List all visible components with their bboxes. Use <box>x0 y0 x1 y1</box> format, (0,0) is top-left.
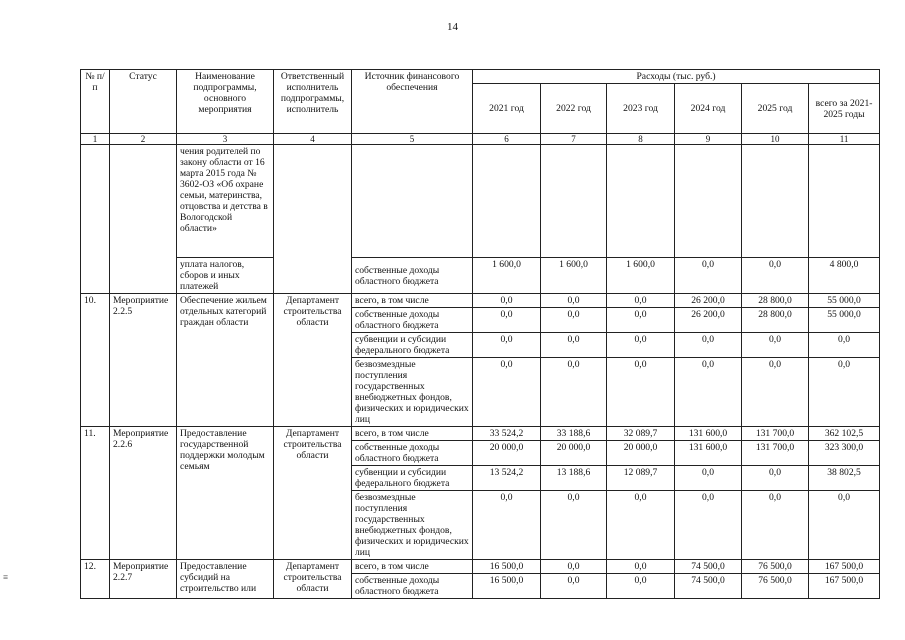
value-cell: 131 600,0 <box>675 427 742 441</box>
value-cell: 74 500,0 <box>675 560 742 574</box>
value-cell: 0,0 <box>809 358 880 427</box>
value-cell: 167 500,0 <box>809 560 880 574</box>
value-cell: 26 200,0 <box>675 308 742 333</box>
value-cell: 0,0 <box>742 491 809 560</box>
row-executor: Департамент строительства области <box>274 427 352 560</box>
table-row <box>81 427 880 441</box>
value-cell: 26 200,0 <box>675 294 742 308</box>
value-cell <box>541 145 607 258</box>
value-cell: 0,0 <box>675 358 742 427</box>
row-num: 10. <box>81 294 110 427</box>
source-label: собственные доходы областного бюджета <box>352 441 473 466</box>
value-cell: 0,0 <box>607 333 675 358</box>
col-index: 6 <box>473 134 541 145</box>
value-cell <box>809 145 880 258</box>
value-cell: 0,0 <box>675 491 742 560</box>
source-label: собственные доходы областного бюджета <box>352 574 473 599</box>
value-cell: 0,0 <box>541 491 607 560</box>
table-row <box>81 258 880 294</box>
value-cell: 0,0 <box>675 258 742 294</box>
col-index: 2 <box>110 134 177 145</box>
value-cell: 1 600,0 <box>541 258 607 294</box>
col-index: 9 <box>675 134 742 145</box>
value-cell: 20 000,0 <box>541 441 607 466</box>
value-cell: 0,0 <box>473 294 541 308</box>
value-cell: 0,0 <box>473 308 541 333</box>
value-cell: 33 188,6 <box>541 427 607 441</box>
header-total: всего за 2021-2025 годы <box>809 84 880 134</box>
value-cell: 20 000,0 <box>607 441 675 466</box>
row-status: Мероприятие 2.2.5 <box>110 294 177 427</box>
value-cell: 55 000,0 <box>809 308 880 333</box>
header-year-2021: 2021 год <box>473 84 541 134</box>
value-cell: 0,0 <box>473 358 541 427</box>
value-cell: 0,0 <box>473 491 541 560</box>
value-cell: 323 300,0 <box>809 441 880 466</box>
row-name: Предоставление государственной поддержки молодым семьям <box>177 427 274 560</box>
value-cell: 0,0 <box>742 466 809 491</box>
value-cell: 0,0 <box>541 358 607 427</box>
column-index-row <box>81 134 880 145</box>
source-label: безвозмездные поступления государственных внебюджетных фондов, физических и юридических лиц <box>352 491 473 560</box>
value-cell: 0,0 <box>809 333 880 358</box>
value-cell: 76 500,0 <box>742 574 809 599</box>
value-cell: 0,0 <box>473 333 541 358</box>
value-cell: 0,0 <box>809 491 880 560</box>
value-cell: 4 800,0 <box>809 258 880 294</box>
row-status-cell <box>110 145 177 294</box>
value-cell: 0,0 <box>541 560 607 574</box>
value-cell: 131 700,0 <box>742 441 809 466</box>
row-name: Обеспечение жильем отдельных категорий граждан области <box>177 294 274 427</box>
header-year-2022: 2022 год <box>541 84 607 134</box>
source-label: всего, в том числе <box>352 427 473 441</box>
row-name-cell: чения родителей по закону области от 16 марта 2015 года № 3602-ОЗ «Об охране семьи, материнства, отцовства и детства в Вологодской области» <box>177 145 274 258</box>
value-cell: 0,0 <box>675 466 742 491</box>
row-status: Мероприятие 2.2.6 <box>110 427 177 560</box>
header-executor: Ответственный исполнитель подпрограммы, исполнитель <box>274 70 352 134</box>
col-index: 5 <box>352 134 473 145</box>
row-executor: Департамент строительства области <box>274 294 352 427</box>
source-label: всего, в том числе <box>352 560 473 574</box>
value-cell: 0,0 <box>607 560 675 574</box>
value-cell: 131 600,0 <box>675 441 742 466</box>
value-cell: 0,0 <box>607 358 675 427</box>
col-index: 8 <box>607 134 675 145</box>
row-source-cell <box>352 145 473 258</box>
value-cell: 32 089,7 <box>607 427 675 441</box>
value-cell: 0,0 <box>541 308 607 333</box>
value-cell <box>742 145 809 258</box>
row-executor: Департамент строительства области <box>274 560 352 599</box>
value-cell <box>473 145 541 258</box>
col-index: 1 <box>81 134 110 145</box>
value-cell: 167 500,0 <box>809 574 880 599</box>
source-label: безвозмездные поступления государственных внебюджетных фондов, физических и юридических лиц <box>352 358 473 427</box>
value-cell: 16 500,0 <box>473 574 541 599</box>
header-row-1 <box>81 70 880 84</box>
col-index: 11 <box>809 134 880 145</box>
row-num-cell <box>81 145 110 294</box>
table-row <box>81 145 880 258</box>
value-cell: 0,0 <box>541 574 607 599</box>
value-cell: 0,0 <box>675 333 742 358</box>
source-label: субвенции и субсидии федерального бюджета <box>352 333 473 358</box>
row-num: 11. <box>81 427 110 560</box>
value-cell: 12 089,7 <box>607 466 675 491</box>
value-cell: 0,0 <box>742 358 809 427</box>
budget-table <box>80 69 880 599</box>
source-label: субвенции и субсидии федерального бюджета <box>352 466 473 491</box>
value-cell: 20 000,0 <box>473 441 541 466</box>
value-cell: 38 802,5 <box>809 466 880 491</box>
value-cell: 0,0 <box>541 294 607 308</box>
value-cell: 55 000,0 <box>809 294 880 308</box>
source-label: собственные доходы областного бюджета <box>352 308 473 333</box>
value-cell: 0,0 <box>742 258 809 294</box>
header-status: Статус <box>110 70 177 134</box>
value-cell: 28 800,0 <box>742 308 809 333</box>
header-name: Наименование подпрограммы, основного мероприятия <box>177 70 274 134</box>
row-num: 12. <box>81 560 110 599</box>
row-status: Мероприятие 2.2.7 <box>110 560 177 599</box>
value-cell: 16 500,0 <box>473 560 541 574</box>
row-executor-cell <box>274 145 352 294</box>
value-cell: 76 500,0 <box>742 560 809 574</box>
table-row <box>81 294 880 308</box>
value-cell: 0,0 <box>607 491 675 560</box>
value-cell: 13 524,2 <box>473 466 541 491</box>
value-cell: 0,0 <box>541 333 607 358</box>
value-cell: 131 700,0 <box>742 427 809 441</box>
col-index: 10 <box>742 134 809 145</box>
row-name: Предоставление субсидий на строительство или <box>177 560 274 599</box>
value-cell: 28 800,0 <box>742 294 809 308</box>
value-cell: 74 500,0 <box>675 574 742 599</box>
value-cell: 362 102,5 <box>809 427 880 441</box>
value-cell: 33 524,2 <box>473 427 541 441</box>
header-year-2025: 2025 год <box>742 84 809 134</box>
header-source: Источник финансового обеспечения <box>352 70 473 134</box>
value-cell: 1 600,0 <box>473 258 541 294</box>
table-row <box>81 560 880 574</box>
value-cell <box>607 145 675 258</box>
source-label: всего, в том числе <box>352 294 473 308</box>
header-year-2023: 2023 год <box>607 84 675 134</box>
value-cell: 0,0 <box>607 574 675 599</box>
row-name-cell: уплата налогов, сборов и иных платежей <box>177 258 274 294</box>
value-cell <box>675 145 742 258</box>
source-label: собственные доходы областного бюджета <box>352 258 473 294</box>
header-num: № п/п <box>81 70 110 134</box>
value-cell: 0,0 <box>607 294 675 308</box>
header-expenses: Расходы (тыс. руб.) <box>473 70 880 84</box>
col-index: 4 <box>274 134 352 145</box>
value-cell: 0,0 <box>742 333 809 358</box>
header-year-2024: 2024 год <box>675 84 742 134</box>
page-number: 14 <box>447 21 458 33</box>
col-index: 3 <box>177 134 274 145</box>
value-cell: 1 600,0 <box>607 258 675 294</box>
col-index: 7 <box>541 134 607 145</box>
value-cell: 13 188,6 <box>541 466 607 491</box>
value-cell: 0,0 <box>607 308 675 333</box>
side-mark: ≡ <box>3 572 9 582</box>
